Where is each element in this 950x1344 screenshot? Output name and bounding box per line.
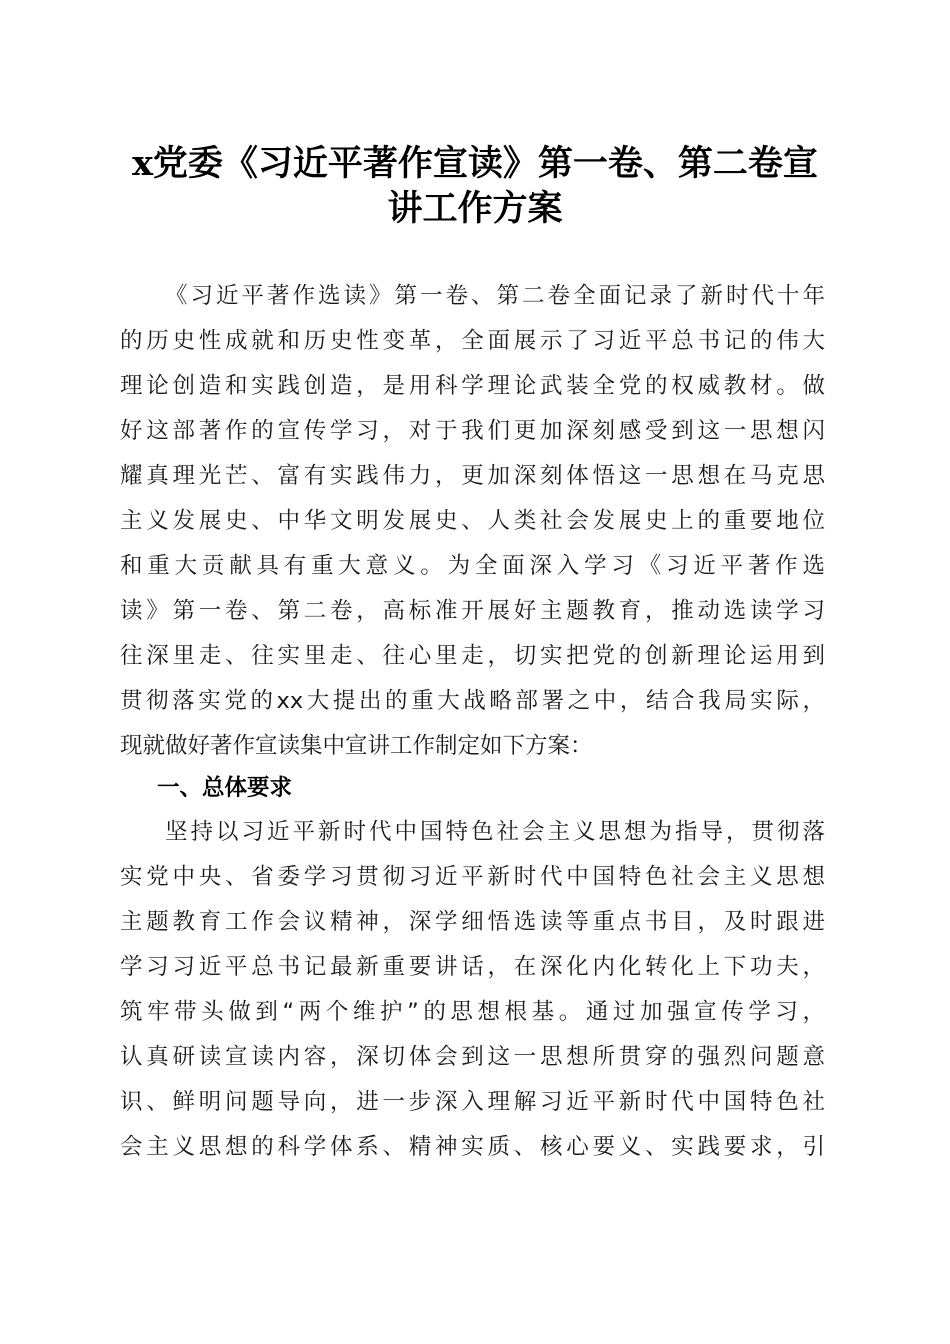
intro-line-5: 耀真理光芒、富有实践伟力，更加深刻体悟这一思想在马克思 xyxy=(120,463,825,489)
intro-line-7: 和重大贡献具有重大意义。为全面深入学习《习近平著作选 xyxy=(120,553,825,579)
intro-line-11: 现就做好著作宣读集中宣讲工作制定如下方案： xyxy=(120,733,593,759)
section-heading-1: 一、总体要求 xyxy=(157,775,293,801)
intro-line-2: 的历史性成就和历史性变革，全面展示了习近平总书记的伟大 xyxy=(120,328,825,354)
intro-line-3: 理论创造和实践创造，是用科学理论武装全党的权威教材。做 xyxy=(120,373,825,399)
intro-line-8: 读》第一卷、第二卷，高标准开展好主题教育，推动选读学习 xyxy=(120,598,825,624)
section-1-line-5: 筑牢带头做到“两个维护”的思想根基。通过加强宣传学习， xyxy=(120,999,825,1025)
section-1-line-4: 学习习近平总书记最新重要讲话，在深化内化转化上下功夫， xyxy=(120,954,825,980)
intro-line-1: 《习近平著作选读》第一卷、第二卷全面记录了新时代十年 xyxy=(165,283,825,309)
section-1-line-1: 坚持以习近平新时代中国特色社会主义思想为指导，贯彻落 xyxy=(165,819,825,845)
intro-line-10: 贯彻落实党的xx大提出的重大战略部署之中，结合我局实际， xyxy=(120,688,825,714)
document-title-line-2: 讲工作方案 xyxy=(387,188,563,229)
intro-line-6: 主义发展史、中华文明发展史、人类社会发展史上的重要地位 xyxy=(120,508,825,534)
section-1-line-3: 主题教育工作会议精神，深学细悟选读等重点书目，及时跟进 xyxy=(120,909,825,935)
section-1-line-8: 会主义思想的科学体系、精神实质、核心要义、实践要求，引 xyxy=(120,1134,825,1160)
intro-line-9: 往深里走、往实里走、往心里走，切实把党的创新理论运用到 xyxy=(120,643,825,669)
section-1-line-7: 识、鲜明问题导向，进一步深入理解习近平新时代中国特色社 xyxy=(120,1089,825,1115)
document-title-line-1: x党委《习近平著作宣读》第一卷、第二卷宣 xyxy=(132,143,818,184)
section-1-line-6: 认真研读宣读内容，深切体会到这一思想所贯穿的强烈问题意 xyxy=(120,1044,825,1070)
section-1-line-2: 实党中央、省委学习贯彻习近平新时代中国特色社会主义思想 xyxy=(120,864,825,890)
intro-line-4: 好这部著作的宣传学习，对于我们更加深刻感受到这一思想闪 xyxy=(120,418,825,444)
